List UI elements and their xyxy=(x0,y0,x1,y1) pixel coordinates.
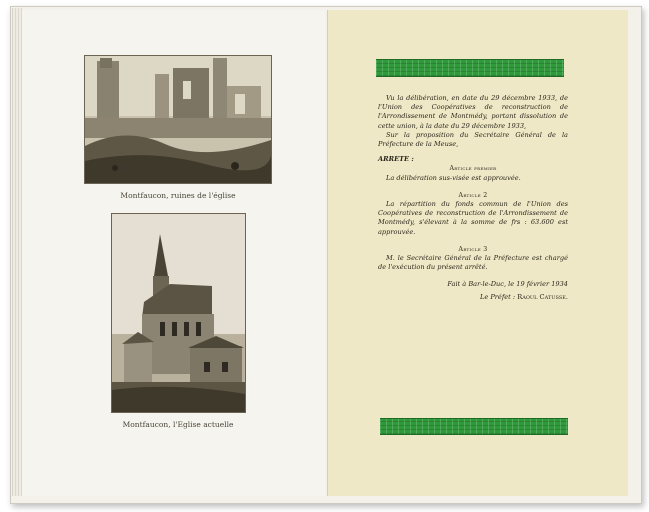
article-2-text: La répartition du fonds commun de l'Union des Coopératives de reconstruction de l'Arrondissement de Montmédy, s'élevant à la somme de frs : 63.600 est approuvée. xyxy=(378,200,568,236)
article-3-text: M. le Secrétaire Général de la Préfecture est chargé de l'exécution du présent arrêté. xyxy=(378,254,568,272)
green-ornament-band-bottom xyxy=(380,418,568,435)
green-ornament-band-top xyxy=(376,59,564,77)
photo-church-ruins xyxy=(84,55,272,184)
signature-line xyxy=(378,293,568,302)
article-1-text: La délibération sus-visée est approuvée. xyxy=(386,173,521,182)
signature-role: Le Préfet : xyxy=(479,292,518,301)
signature-place-date: Fait à Bar-le-Duc, le 19 février 1934 xyxy=(447,280,568,289)
decree-text xyxy=(378,94,568,302)
photo-caption-current: Montfaucon, l'Eglise actuelle xyxy=(122,420,234,429)
decree-proposition: Sur la proposition du Secrétaire Général de la Préfecture de la Meuse, xyxy=(378,130,568,149)
photo-church-current xyxy=(111,213,246,413)
arrete-label: ARRETE : xyxy=(378,155,414,164)
article-1-title: Article premier xyxy=(449,165,497,173)
decree-preamble: Vu la délibération, en date du 29 décembre 1933, de l'Union des Coopératives de reconstruction de l'Arrondissement de Montmédy, portant dissolution de cette union, à la date du 29 décembre 1933, xyxy=(378,94,568,130)
article-3-title: Article 3 xyxy=(458,245,488,253)
decree-arrete-heading xyxy=(378,155,568,164)
photo-caption-ruins: Montfaucon, ruines de l'église xyxy=(120,191,236,200)
article-2-title: Article 2 xyxy=(458,191,488,199)
signature-name: Raoul Catusse. xyxy=(517,292,568,301)
